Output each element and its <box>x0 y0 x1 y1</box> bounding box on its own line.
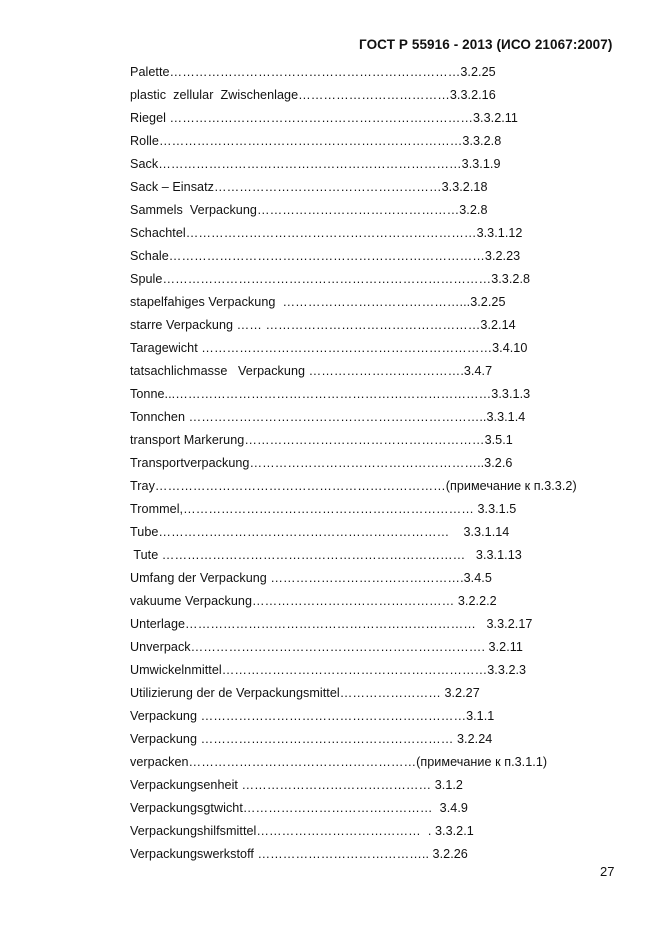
index-entry: stapelfahiges Verpackung ……………………………………...3.2.25 <box>130 295 506 309</box>
page-number: 27 <box>600 864 615 879</box>
index-entry: Transportverpackung………………………………………………..3.2.6 <box>130 456 513 470</box>
index-entry: Umwickelnmittel………………………………………………………3.3.2.3 <box>130 663 527 677</box>
index-entry: Verpackungsenheit ……………………………………… 3.1.2 <box>130 778 463 792</box>
index-entry: Verpackung ………………………………………………………3.1.1 <box>130 709 495 723</box>
index-entry: Sack – Einsatz………………………………………………3.3.2.18 <box>130 180 488 194</box>
index-entry: Umfang der Verpackung ……………………………………….3.4.5 <box>130 571 492 585</box>
index-entry: Spule……………………………………………………………………3.3.2.8 <box>130 272 531 286</box>
index-entry: Rolle………………………………………………………………3.3.2.8 <box>130 134 502 148</box>
index-entry: Tonne...…………………………………………………………………3.3.1.3 <box>130 387 531 401</box>
document-header: ГОСТ Р 55916 - 2013 (ИСО 21067:2007) <box>359 37 613 52</box>
index-entry: starre Verpackung …… ……………………………………………3.2.14 <box>130 318 516 332</box>
index-entry: Unverpack……………………………………………………………. 3.2.11 <box>130 640 523 654</box>
index-entry: Sammels Verpackung…………………………………………3.2.8 <box>130 203 488 217</box>
index-entry: Riegel ………………………………………………………………3.3.2.11 <box>130 111 518 125</box>
index-entry: vakuume Verpackung………………………………………… 3.2.2.2 <box>130 594 497 608</box>
index-entry: Schachtel……………………………………………………………3.3.1.12 <box>130 226 523 240</box>
index-entry: tatsachlichmasse Verpackung ……………………………….3.4.7 <box>130 364 493 378</box>
index-entry: Utilizierung der de Verpackungsmittel…………………… 3.2.27 <box>130 686 480 700</box>
index-entry: plastic zellular Zwischenlage………………………………3.3.2.16 <box>130 88 496 102</box>
index-entry: Tube…………………………………………………………… 3.3.1.14 <box>130 525 510 539</box>
index-entry: Tute ……………………………………………………………… 3.3.1.13 <box>130 548 522 562</box>
index-entry: Palette……………………………………………………………3.2.25 <box>130 65 496 79</box>
index-entry: Tonnchen ……………………………………………………………..3.3.1.4 <box>130 410 526 424</box>
index-entry: Taragewicht ……………………………………………………………3.4.10 <box>130 341 528 355</box>
index-entries-list <box>130 61 590 866</box>
index-entry: Verpackungshilfsmittel………………………………… . 3.3.2.1 <box>130 824 474 838</box>
index-entry: Verpackung …………………………………………………… 3.2.24 <box>130 732 493 746</box>
index-entry: Tray……………………………………………………………(примечание к п.3.3.2) <box>130 479 577 493</box>
index-entry: Verpackungswerkstoff ………………………………….. 3.2.26 <box>130 847 468 861</box>
index-entry: Sack………………………………………………………………3.3.1.9 <box>130 157 501 171</box>
index-entry: verpacken………………………………………………(примечание к п.3.1.1) <box>130 755 548 769</box>
index-entry: Schale…………………………………………………………………3.2.23 <box>130 249 521 263</box>
index-entry: Trommel,…………………………………………………………… 3.3.1.5 <box>130 502 517 516</box>
index-entry: Verpackungsgtwicht……………………………………… 3.4.9 <box>130 801 468 815</box>
index-entry: Unterlage…………………………………………………………… 3.3.2.17 <box>130 617 533 631</box>
index-entry: transport Markerung…………………………………………………3.5.1 <box>130 433 513 447</box>
